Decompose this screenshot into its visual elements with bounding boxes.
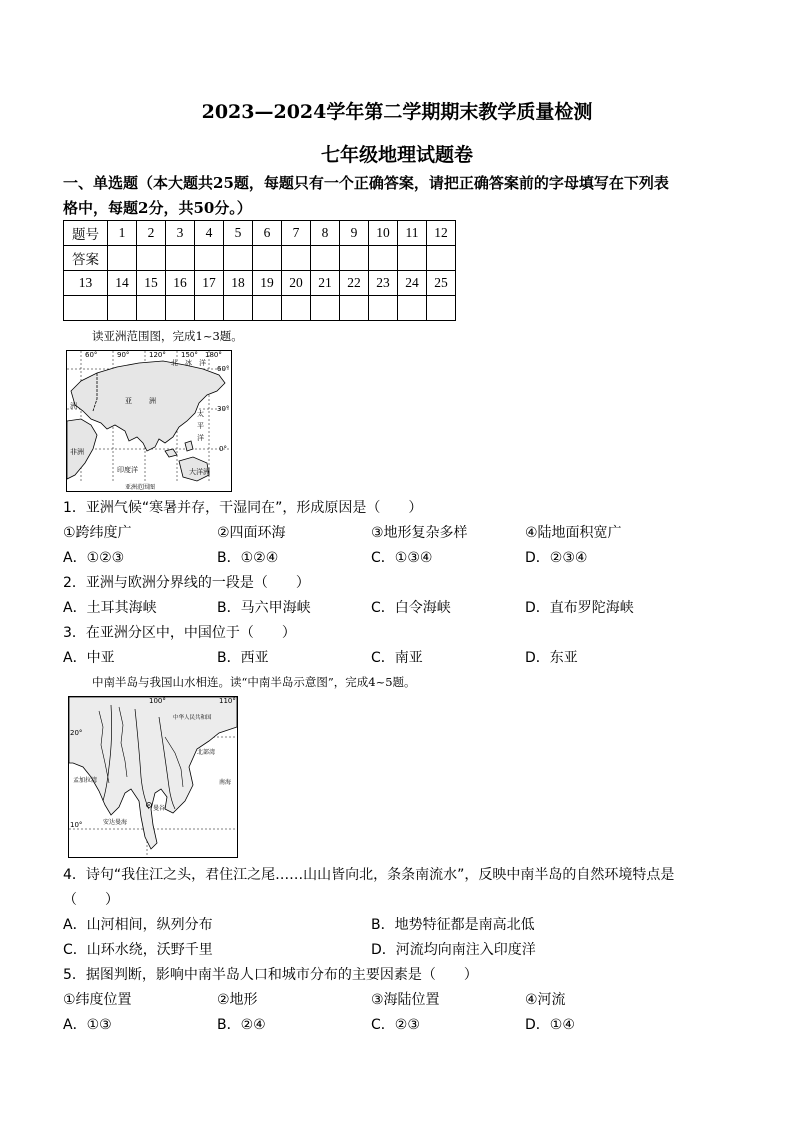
map-label: 洲 <box>70 402 77 410</box>
q4-option-d[interactable]: D．河流均向南注入印度洋 <box>371 942 536 958</box>
map-label: 安达曼海 <box>103 819 128 826</box>
table-cell: 15 <box>137 271 166 296</box>
table-cell: 14 <box>108 271 137 296</box>
lon-label: 90° <box>117 351 130 359</box>
lon-label: 120° <box>149 351 166 359</box>
q1-option-b[interactable]: B．①②④ <box>217 550 279 566</box>
lat-label: 20° <box>70 729 83 737</box>
map-label: 亚 <box>125 397 132 405</box>
question-4-stem-cont: （ ） <box>63 892 119 908</box>
map-label: 太 <box>197 410 204 418</box>
exam-title: 2023—2024学年第二学期期末教学质量检测 <box>201 101 593 123</box>
map-label: 南海 <box>219 779 232 786</box>
answer-cell[interactable] <box>311 246 340 271</box>
q3-option-b[interactable]: B．西亚 <box>217 650 269 666</box>
answer-cell[interactable] <box>398 246 427 271</box>
answer-cell[interactable] <box>369 296 398 321</box>
table-cell: 7 <box>282 221 311 246</box>
question-5-stem: 5．据图判断，影响中南半岛人口和城市分布的主要因素是（ ） <box>63 967 478 983</box>
q5-option-d[interactable]: D．①④ <box>525 1017 575 1033</box>
q4-option-a[interactable]: A．山河相间，纵列分布 <box>63 917 213 933</box>
q1-option-c[interactable]: C．①③④ <box>371 550 433 566</box>
table-cell: 16 <box>166 271 195 296</box>
table-cell: 5 <box>224 221 253 246</box>
map2-instruction: 中南半岛与我国山水相连。读“中南半岛示意图”，完成4~5题。 <box>92 675 416 689</box>
table-cell: 2 <box>137 221 166 246</box>
table-cell: 25 <box>427 271 456 296</box>
answer-cell[interactable] <box>427 296 456 321</box>
question-4-stem: 4．诗句“我住江之头，君住江之尾……山山皆向北，条条南流水”，反映中南半岛的自然环境特点是 <box>63 867 675 883</box>
table-cell: 18 <box>224 271 253 296</box>
q5-option-c[interactable]: C．②③ <box>371 1017 420 1033</box>
q3-option-a[interactable]: A．中亚 <box>63 650 115 666</box>
lon-label: 110° <box>219 697 236 705</box>
q1-option-a[interactable]: A．①②③ <box>63 550 125 566</box>
answer-cell[interactable] <box>253 246 282 271</box>
map-label: 北部湾 <box>197 749 216 756</box>
table-cell: 12 <box>427 221 456 246</box>
map-label: 洲 <box>149 397 156 405</box>
table-cell: 11 <box>398 221 427 246</box>
row-label-answer: 答案 <box>64 246 108 271</box>
table-row <box>64 296 456 321</box>
q5-item: ②地形 <box>217 992 258 1008</box>
table-row <box>64 246 456 271</box>
map-label: 大洋洲 <box>189 468 210 476</box>
table-cell: 23 <box>369 271 398 296</box>
asia-map <box>66 350 232 492</box>
table-cell: 9 <box>340 221 369 246</box>
map-label: 中华人民共和国 <box>173 715 212 721</box>
answer-cell[interactable] <box>108 296 137 321</box>
map-label: 洋 <box>197 434 204 442</box>
q2-option-b[interactable]: B．马六甲海峡 <box>217 600 311 616</box>
q5-item: ①纬度位置 <box>63 992 132 1008</box>
q1-item: ④陆地面积宽广 <box>525 525 622 541</box>
q5-item: ④河流 <box>525 992 566 1008</box>
table-cell: 20 <box>282 271 311 296</box>
answer-cell[interactable] <box>311 296 340 321</box>
map-label: 孟加拉湾 <box>73 777 98 784</box>
answer-cell[interactable] <box>137 296 166 321</box>
answer-cell[interactable] <box>224 246 253 271</box>
table-row <box>64 271 456 296</box>
table-cell: 22 <box>340 271 369 296</box>
map-label: 印度洋 <box>117 466 138 474</box>
answer-cell[interactable] <box>282 296 311 321</box>
table-cell: 1 <box>108 221 137 246</box>
map-label: 北 <box>171 359 178 367</box>
section-heading-line2: 格中，每题2分，共50分。） <box>63 199 252 217</box>
q3-option-c[interactable]: C．南亚 <box>371 650 423 666</box>
answer-cell[interactable] <box>340 246 369 271</box>
answer-cell[interactable] <box>282 246 311 271</box>
lon-label: 100° <box>149 697 166 705</box>
q5-option-a[interactable]: A．①③ <box>63 1017 112 1033</box>
answer-cell[interactable] <box>64 296 108 321</box>
table-cell: 17 <box>195 271 224 296</box>
map-label: 洋 <box>199 359 206 367</box>
lat-label: 0° <box>219 445 227 453</box>
q5-item: ③海陆位置 <box>371 992 440 1008</box>
lat-label: 30° <box>217 405 230 413</box>
answer-cell[interactable] <box>166 296 195 321</box>
answer-cell[interactable] <box>166 246 195 271</box>
table-cell: 8 <box>311 221 340 246</box>
q4-option-c[interactable]: C．山环水绕，沃野千里 <box>63 942 213 958</box>
question-3-stem: 3．在亚洲分区中，中国位于（ ） <box>63 625 296 641</box>
table-cell: 21 <box>311 271 340 296</box>
q5-option-b[interactable]: B．②④ <box>217 1017 266 1033</box>
table-cell: 13 <box>64 271 108 296</box>
table-cell: 4 <box>195 221 224 246</box>
answer-cell[interactable] <box>137 246 166 271</box>
exam-subtitle: 七年级地理试题卷 <box>320 144 473 166</box>
answer-cell[interactable] <box>195 296 224 321</box>
answer-table <box>63 220 456 321</box>
question-2-stem: 2．亚洲与欧洲分界线的一段是（ ） <box>63 575 310 591</box>
table-row <box>64 221 456 246</box>
answer-cell[interactable] <box>253 296 282 321</box>
q3-option-d[interactable]: D．东亚 <box>525 650 578 666</box>
q1-item: ①跨纬度广 <box>63 525 132 541</box>
answer-cell[interactable] <box>369 246 398 271</box>
section-heading-line1: 一、单选题（本大题共25题，每题只有一个正确答案，请把正确答案前的字母填写在下列表 <box>63 174 669 192</box>
table-cell: 3 <box>166 221 195 246</box>
table-cell: 10 <box>369 221 398 246</box>
q4-option-b[interactable]: B．地势特征都是南高北低 <box>371 917 535 933</box>
q2-option-c[interactable]: C．白令海峡 <box>371 600 451 616</box>
answer-cell[interactable] <box>340 296 369 321</box>
answer-cell[interactable] <box>108 246 137 271</box>
lon-label: 150° <box>181 351 198 359</box>
indochina-map <box>68 696 238 858</box>
lat-label: 10° <box>70 821 83 829</box>
map-label: 平 <box>197 422 204 430</box>
q2-option-d[interactable]: D．直布罗陀海峡 <box>525 600 634 616</box>
map-caption: 亚洲范围图 <box>125 484 156 491</box>
q1-item: ③地形复杂多样 <box>371 525 468 541</box>
lon-label: 180° <box>205 351 222 359</box>
q1-option-d[interactable]: D．②③④ <box>525 550 588 566</box>
answer-cell[interactable] <box>427 246 456 271</box>
q1-item: ②四面环海 <box>217 525 286 541</box>
map-label: 曼谷 <box>153 805 166 812</box>
answer-cell[interactable] <box>224 296 253 321</box>
table-cell: 24 <box>398 271 427 296</box>
answer-cell[interactable] <box>398 296 427 321</box>
row-label-question-number: 题号 <box>64 221 108 246</box>
map1-instruction: 读亚洲范围图，完成1~3题。 <box>92 329 243 343</box>
lon-label: 60° <box>85 351 98 359</box>
table-cell: 19 <box>253 271 282 296</box>
map-label: 冰 <box>185 359 192 367</box>
table-cell: 6 <box>253 221 282 246</box>
lat-label: 60° <box>217 365 230 373</box>
map-label: 非洲 <box>70 448 84 456</box>
q2-option-a[interactable]: A．土耳其海峡 <box>63 600 157 616</box>
answer-cell[interactable] <box>195 246 224 271</box>
question-1-stem: 1．亚洲气候“寒暑并存，干湿同在”，形成原因是（ ） <box>63 500 423 516</box>
